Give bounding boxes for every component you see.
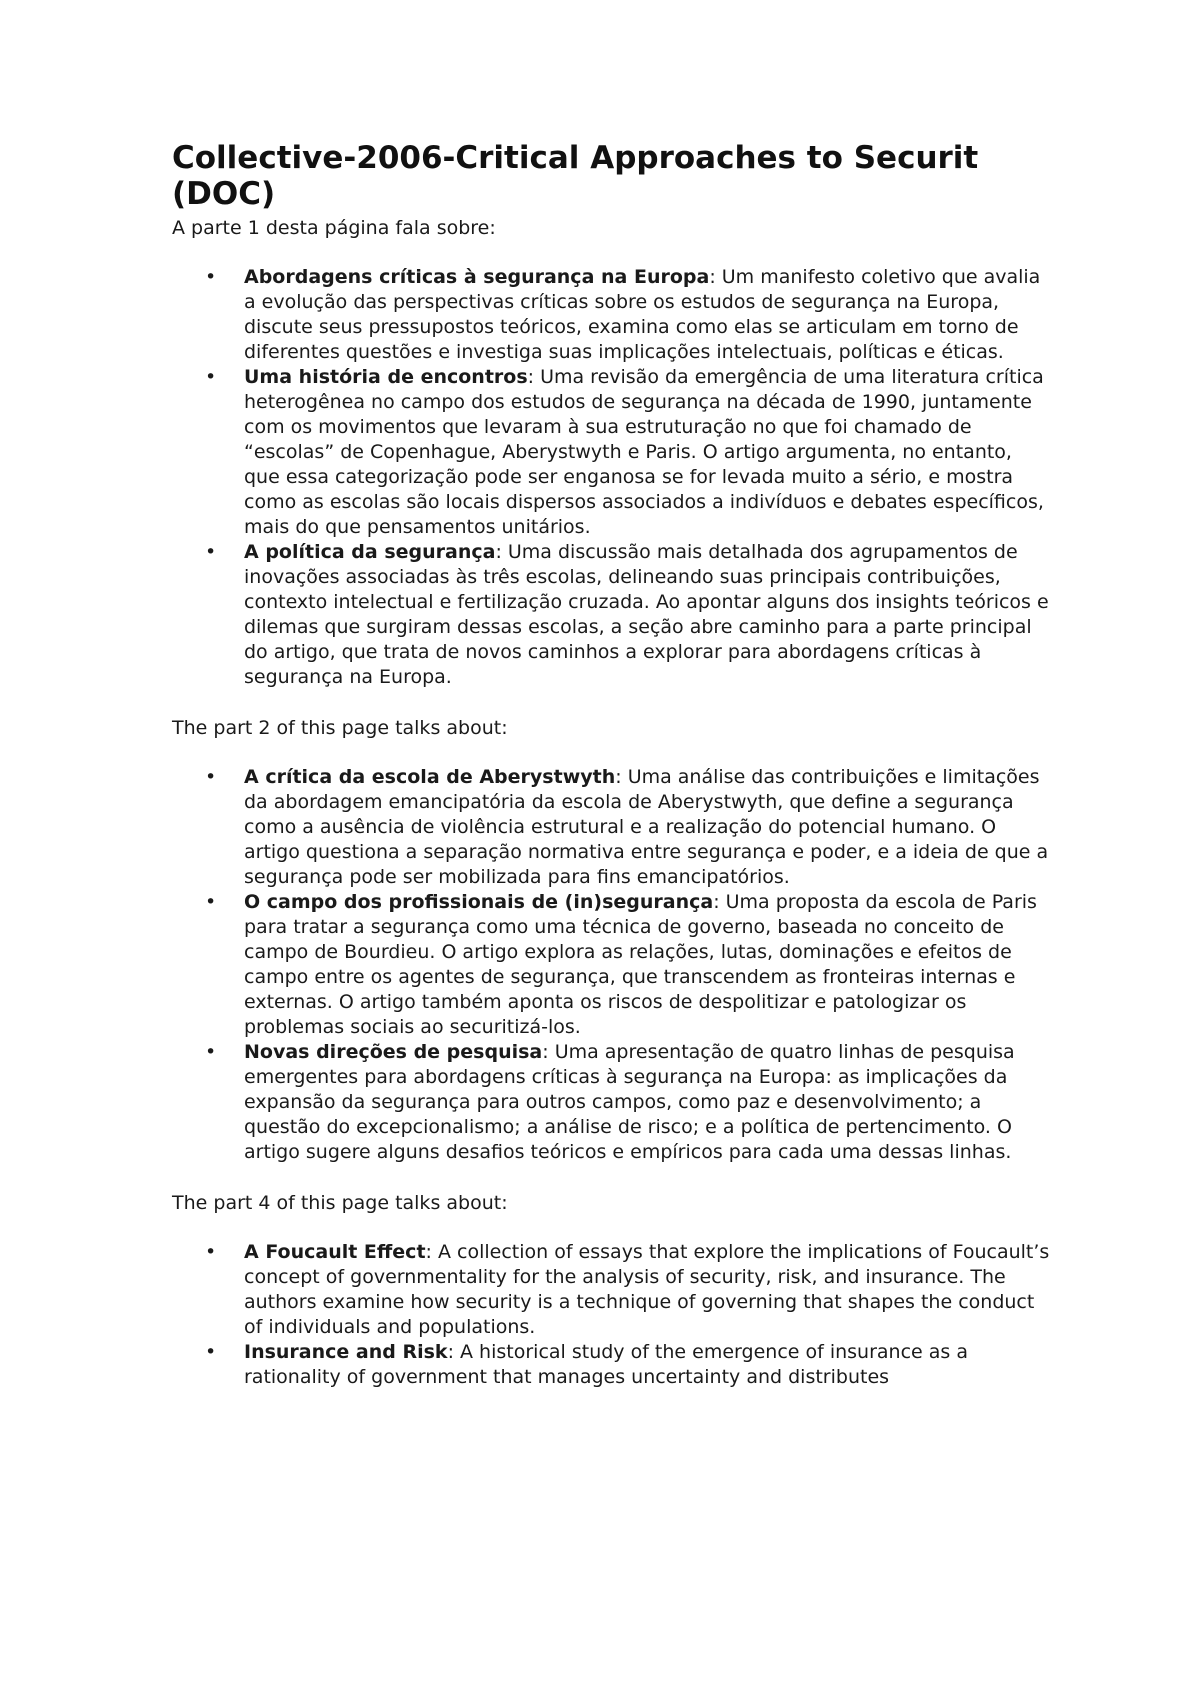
item-term: A política da segurança bbox=[244, 541, 496, 563]
bullet-icon: • bbox=[205, 891, 217, 913]
item-text: : Uma análise das contribuições e limitações da abordagem emancipatória da escola de Aberystwyth, que define a segurança como a ausência de violência estrutural e a realização do potencial humano. O artigo questiona a separação normativa entre segurança e poder, e a ideia de que a segurança pode ser mobilizada para fins emancipatórios. bbox=[244, 766, 1049, 888]
list-item bbox=[205, 765, 1052, 890]
item-text: : Uma apresentação de quatro linhas de pesquisa emergentes para abordagens críticas à segurança na Europa: as implicações da expansão da segurança para outros campos, como paz e desenvolvimento; a questão do excepcionalismo; a análise de risco; e a política de pertencimento. O artigo sugere alguns desafios teóricos e empíricos para cada uma dessas linhas. bbox=[244, 1041, 1015, 1163]
section-part-2 bbox=[172, 716, 1052, 1165]
bullet-icon: • bbox=[205, 766, 217, 788]
item-text: : Um manifesto coletivo que avalia a evolução das perspectivas críticas sobre os estudos de segurança na Europa, discute seus pressupostos teóricos, examina como elas se articulam em torno de diferentes questões e investiga suas implicações intelectuais, políticas e éticas. bbox=[244, 266, 1041, 363]
document-page bbox=[172, 140, 1052, 1416]
item-term: Abordagens críticas à segurança na Europa bbox=[244, 266, 710, 288]
item-term: A crítica da escola de Aberystwyth bbox=[244, 766, 616, 788]
section-intro: A parte 1 desta página fala sobre: bbox=[172, 217, 496, 239]
bullet-list bbox=[172, 265, 1052, 690]
section-part-4 bbox=[172, 1191, 1052, 1390]
list-item bbox=[205, 540, 1052, 690]
item-text: : A historical study of the emergence of insurance as a rationality of government that manages uncertainty and distributes bbox=[244, 1341, 968, 1388]
list-item bbox=[205, 1240, 1052, 1340]
bullet-icon: • bbox=[205, 1041, 217, 1063]
item-term: Novas direções de pesquisa bbox=[244, 1041, 543, 1063]
list-item bbox=[205, 890, 1052, 1040]
item-text: : Uma revisão da emergência de uma literatura crítica heterogênea no campo dos estudos de segurança na década de 1990, juntamente com os movimentos que levaram à sua estruturação no que foi chamado de “escolas” de Copenhague, Aberystwyth e Paris. O artigo argumenta, no entanto, que essa categorização pode ser enganosa se for levada muito a sério, e mostra como as escolas são locais dispersos associados a indivíduos e debates específicos, mais do que pensamentos unitários. bbox=[244, 366, 1044, 538]
bullet-icon: • bbox=[205, 266, 217, 288]
list-item bbox=[205, 1040, 1052, 1165]
bullet-list bbox=[172, 765, 1052, 1165]
list-item bbox=[205, 365, 1052, 540]
bullet-list bbox=[172, 1240, 1052, 1390]
item-text: : Uma discussão mais detalhada dos agrupamentos de inovações associadas às três escolas, delineando suas principais contribuições, contexto intelectual e fertilização cruzada. Ao apontar alguns dos insights teóricos e dilemas que surgiram dessas escolas, a seção abre caminho para a parte principal do artigo, que trata de novos caminhos a explorar para abordagens críticas à segurança na Europa. bbox=[244, 541, 1049, 688]
list-item bbox=[205, 1340, 1052, 1390]
item-term: Insurance and Risk bbox=[244, 1341, 448, 1363]
item-text: : A collection of essays that explore the implications of Foucault’s concept of governmentality for the analysis of security, risk, and insurance. The authors examine how security is a technique of governing that shapes the conduct of individuals and populations. bbox=[244, 1241, 1050, 1338]
bullet-icon: • bbox=[205, 541, 217, 563]
item-term: A Foucault Effect bbox=[244, 1241, 426, 1263]
item-text: : Uma proposta da escola de Paris para tratar a segurança como uma técnica de governo, baseada no conceito de campo de Bourdieu. O artigo explora as relações, lutas, dominações e efeitos de campo entre os agentes de segurança, que transcendem as fronteiras internas e externas. O artigo também aponta os riscos de despolitizar e patologizar os problemas sociais ao securitizá-los. bbox=[244, 891, 1037, 1038]
document-title: Collective-2006-Critical Approaches to Securit (DOC) bbox=[172, 140, 979, 212]
bullet-icon: • bbox=[205, 1341, 217, 1363]
section-part-1 bbox=[172, 216, 1052, 690]
item-term: Uma história de encontros bbox=[244, 366, 528, 388]
bullet-icon: • bbox=[205, 1241, 217, 1263]
list-item bbox=[205, 265, 1052, 365]
bullet-icon: • bbox=[205, 366, 217, 388]
section-intro: The part 4 of this page talks about: bbox=[172, 1192, 508, 1214]
item-term: O campo dos profissionais de (in)segurança bbox=[244, 891, 714, 913]
section-intro: The part 2 of this page talks about: bbox=[172, 717, 508, 739]
